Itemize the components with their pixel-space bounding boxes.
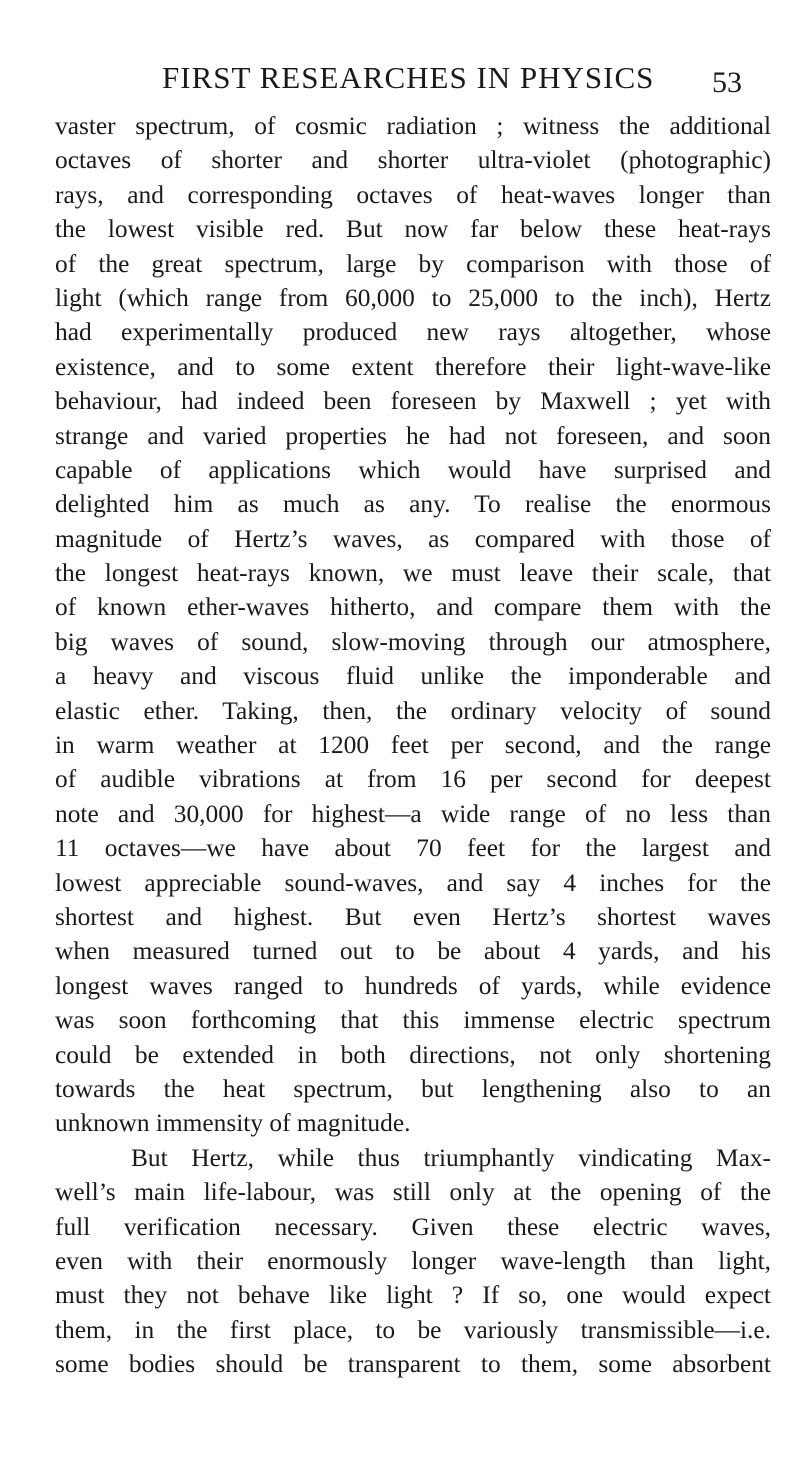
text-line: behaviour, had indeed been foreseen by Maxwell ; yet with bbox=[55, 387, 771, 416]
text-line: well’s main life-labour, was still only at the opening of the bbox=[55, 1178, 771, 1207]
text-line: But Hertz, while thus triumphantly vindicating Max- bbox=[131, 1143, 771, 1172]
text-line: octaves of shorter and shorter ultra-violet (photographic) bbox=[55, 146, 771, 175]
text-line: was soon forthcoming that this immense electric spectrum bbox=[55, 1006, 771, 1035]
text-line: rays, and corresponding octaves of heat-waves longer than bbox=[55, 180, 771, 209]
text-line: when measured turned out to be about 4 yards, and his bbox=[55, 937, 771, 966]
paragraph-2 bbox=[55, 1141, 771, 1382]
paragraph-1 bbox=[55, 109, 771, 1141]
page-number: 53 bbox=[712, 66, 742, 99]
text-line: them, in the first place, to be variously transmissible—i.e. bbox=[55, 1315, 771, 1344]
text-line: capable of applications which would have surprised and bbox=[55, 455, 771, 484]
text-line: towards the heat spectrum, but lengthening also to an bbox=[55, 1074, 771, 1103]
text-line: of audible vibrations at from 16 per second for deepest bbox=[55, 765, 771, 794]
text-line: must they not behave like light ? If so, one would expect bbox=[55, 1281, 771, 1310]
text-line: the lowest visible red. But now far below these heat-rays bbox=[55, 215, 771, 244]
text-line: delighted him as much as any. To realise the enormous bbox=[55, 490, 771, 519]
text-line: note and 30,000 for highest—a wide range of no less than bbox=[55, 799, 771, 828]
text-line: of known ether-waves hitherto, and compare them with the bbox=[55, 593, 771, 622]
text-line: the longest heat-rays known, we must leave their scale, that bbox=[55, 559, 771, 588]
text-line: big waves of sound, slow-moving through our atmosphere, bbox=[55, 627, 771, 656]
text-line: of the great spectrum, large by comparison with those of bbox=[55, 249, 771, 278]
text-line: full verification necessary. Given these electric waves, bbox=[55, 1212, 771, 1241]
body-text bbox=[55, 109, 771, 1381]
text-line: longest waves ranged to hundreds of yards, while evidence bbox=[55, 971, 771, 1000]
text-line: had experimentally produced new rays altogether, whose bbox=[55, 318, 771, 347]
text-line: shortest and highest. But even Hertz’s shortest waves bbox=[55, 902, 771, 931]
text-line: unknown immensity of magnitude. bbox=[55, 1109, 411, 1138]
text-line: could be extended in both directions, not only shortening bbox=[55, 1040, 771, 1069]
text-line: existence, and to some extent therefore their light-wave-like bbox=[55, 352, 771, 381]
text-line: in warm weather at 1200 feet per second, and the range bbox=[55, 731, 771, 760]
text-line: even with their enormously longer wave-length than light, bbox=[55, 1246, 771, 1275]
text-line: 11 octaves—we have about 70 feet for the largest and bbox=[55, 834, 771, 863]
running-head: FIRST RESEARCHES IN PHYSICS bbox=[162, 60, 655, 95]
text-line: some bodies should be transparent to them, some absorbent bbox=[55, 1350, 771, 1379]
text-line: light (which range from 60,000 to 25,000 to the inch), Hertz bbox=[55, 283, 771, 312]
text-line: lowest appreciable sound-waves, and say 4 inches for the bbox=[55, 868, 771, 897]
text-line: strange and varied properties he had not foreseen, and soon bbox=[55, 421, 771, 450]
text-line: elastic ether. Taking, then, the ordinary velocity of sound bbox=[55, 696, 771, 725]
text-line: vaster spectrum, of cosmic radiation ; witness the additional bbox=[55, 112, 771, 140]
text-line: magnitude of Hertz’s waves, as compared with those of bbox=[55, 524, 771, 553]
text-line: a heavy and viscous fluid unlike the imponderable and bbox=[55, 662, 771, 691]
